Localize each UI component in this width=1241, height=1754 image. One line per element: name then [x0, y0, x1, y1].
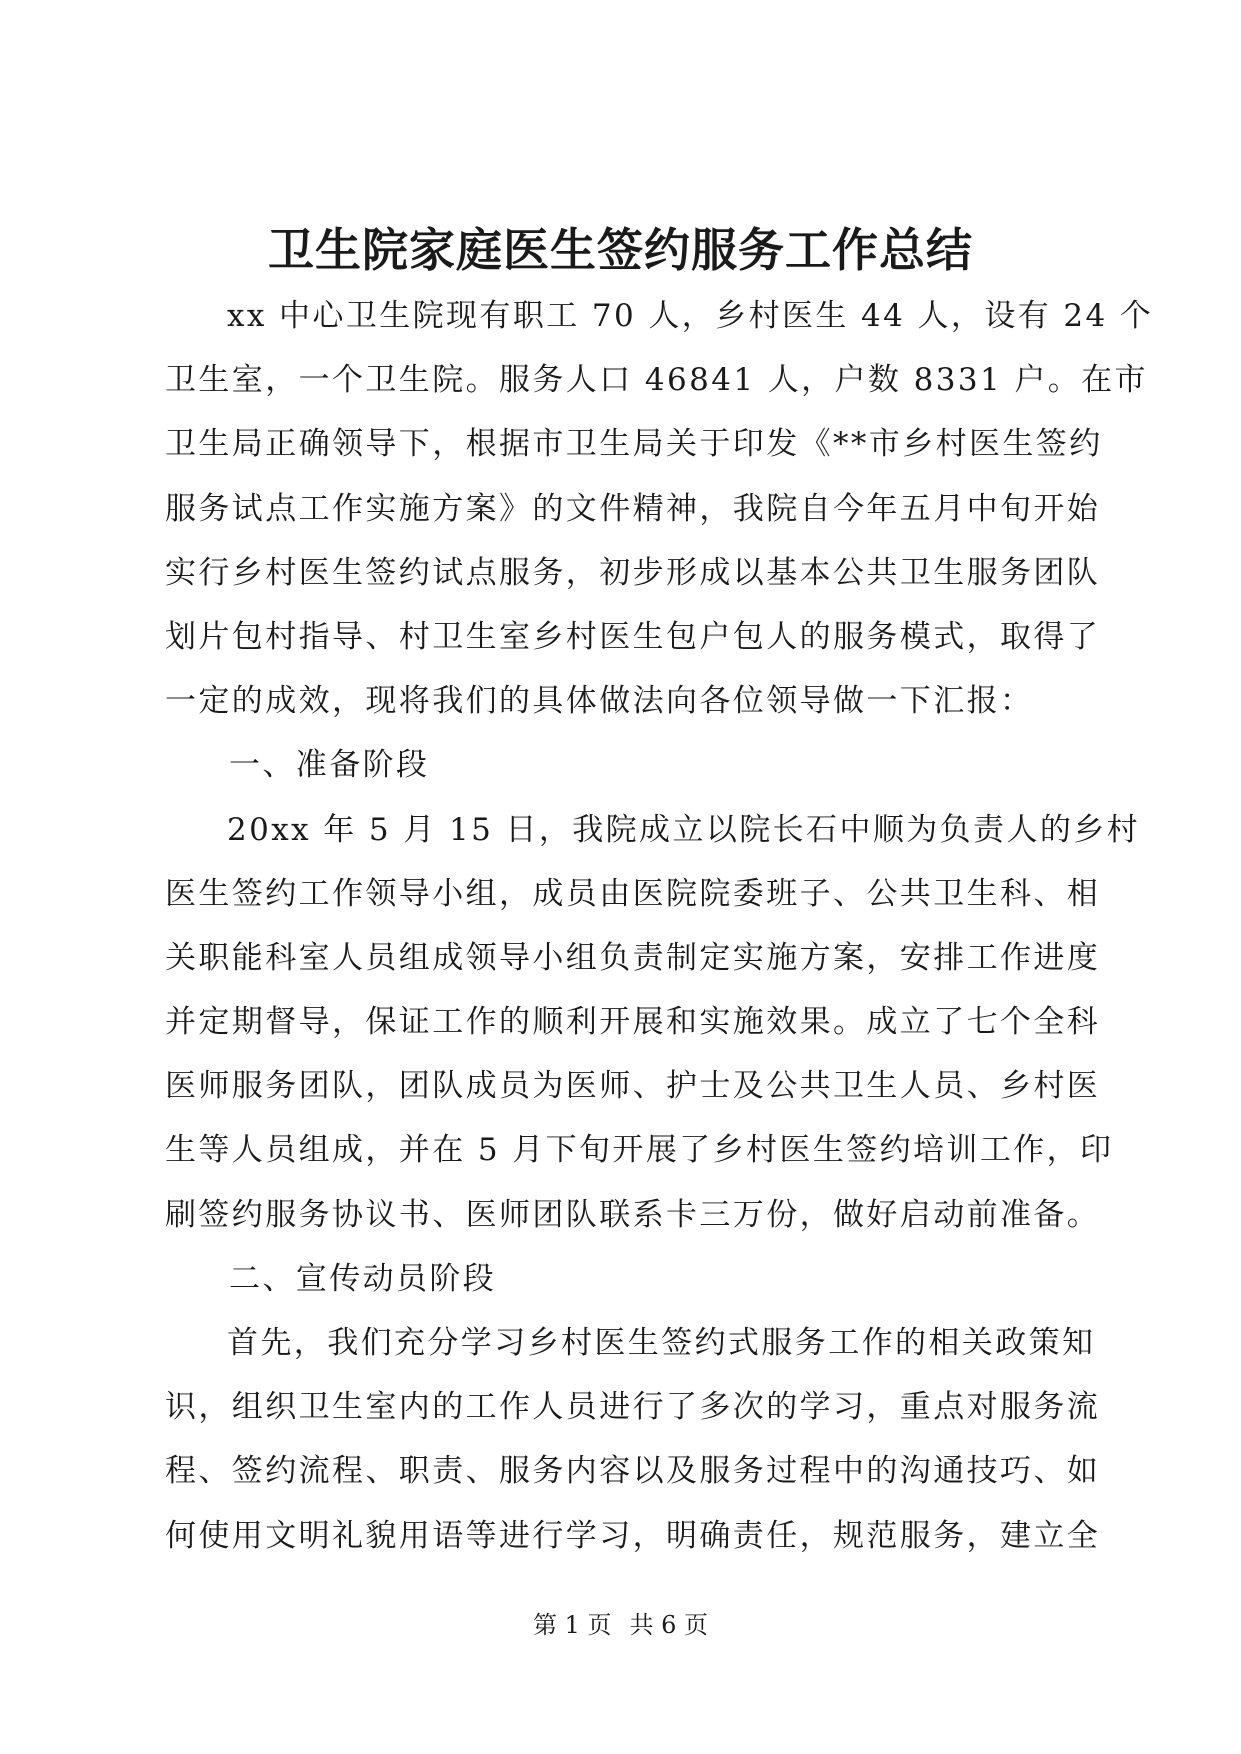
- paragraph-line: 卫生室，一个卫生院。服务人口 46841 人，户数 8331 户。在市: [165, 362, 1148, 399]
- paragraph-line: 服务试点工作实施方案》的文件精神，我院自今年五月中旬开始: [165, 490, 1101, 527]
- paragraph-line: 医师服务团队，团队成员为医师、护士及公共卫生人员、乡村医: [165, 1068, 1101, 1105]
- paragraph-line: 医生签约工作领导小组，成员由医院院委班子、公共卫生科、相: [165, 875, 1101, 912]
- paragraph-line: 关职能科室人员组成领导小组负责制定实施方案，安排工作进度: [165, 939, 1101, 976]
- paragraph-line: 一定的成效，现将我们的具体做法向各位领导做一下汇报：: [165, 683, 1034, 720]
- page-number: 第 1 页: [532, 1611, 612, 1639]
- paragraph-line: 程、签约流程、职责、服务内容以及服务过程中的沟通技巧、如: [165, 1453, 1101, 1490]
- paragraph-line: 识，组织卫生室内的工作人员进行了多次的学习，重点对服务流: [165, 1389, 1101, 1426]
- page-footer: [0, 1610, 1241, 1640]
- document-body: [165, 284, 1154, 1568]
- section-heading: 一、准备阶段: [229, 747, 430, 784]
- paragraph-line: 刷签约服务协议书、医师团队联系卡三万份，做好启动前准备。: [165, 1196, 1101, 1233]
- paragraph-line: xx 中心卫生院现有职工 70 人，乡村医生 44 人，设有 24 个: [227, 298, 1154, 334]
- paragraph-line: 何使用文明礼貌用语等进行学习，明确责任，规范服务，建立全: [165, 1517, 1101, 1554]
- paragraph-line: 实行乡村医生签约试点服务，初步形成以基本公共卫生服务团队: [165, 554, 1101, 591]
- paragraph-line: 生等人员组成，并在 5 月下旬开展了乡村医生签约培训工作，印: [165, 1132, 1114, 1169]
- paragraph-line: 并定期督导，保证工作的顺利开展和实施效果。成立了七个全科: [165, 1004, 1101, 1041]
- paragraph-line: 卫生局正确领导下，根据市卫生局关于印发《**市乡村医生签约: [165, 426, 1103, 463]
- paragraph-line: 划片包村指导、村卫生室乡村医生包户包人的服务模式，取得了: [165, 618, 1101, 655]
- page-total: 共 6 页: [629, 1611, 709, 1639]
- section-heading: 二、宣传动员阶段: [229, 1260, 497, 1297]
- paragraph-line: 首先，我们充分学习乡村医生签约式服务工作的相关政策知: [227, 1325, 1096, 1361]
- paragraph-line: 20xx 年 5 月 15 日，我院成立以院长石中顺为负责人的乡村: [227, 811, 1141, 848]
- document-title: 卫生院家庭医生签约服务工作总结: [268, 223, 973, 277]
